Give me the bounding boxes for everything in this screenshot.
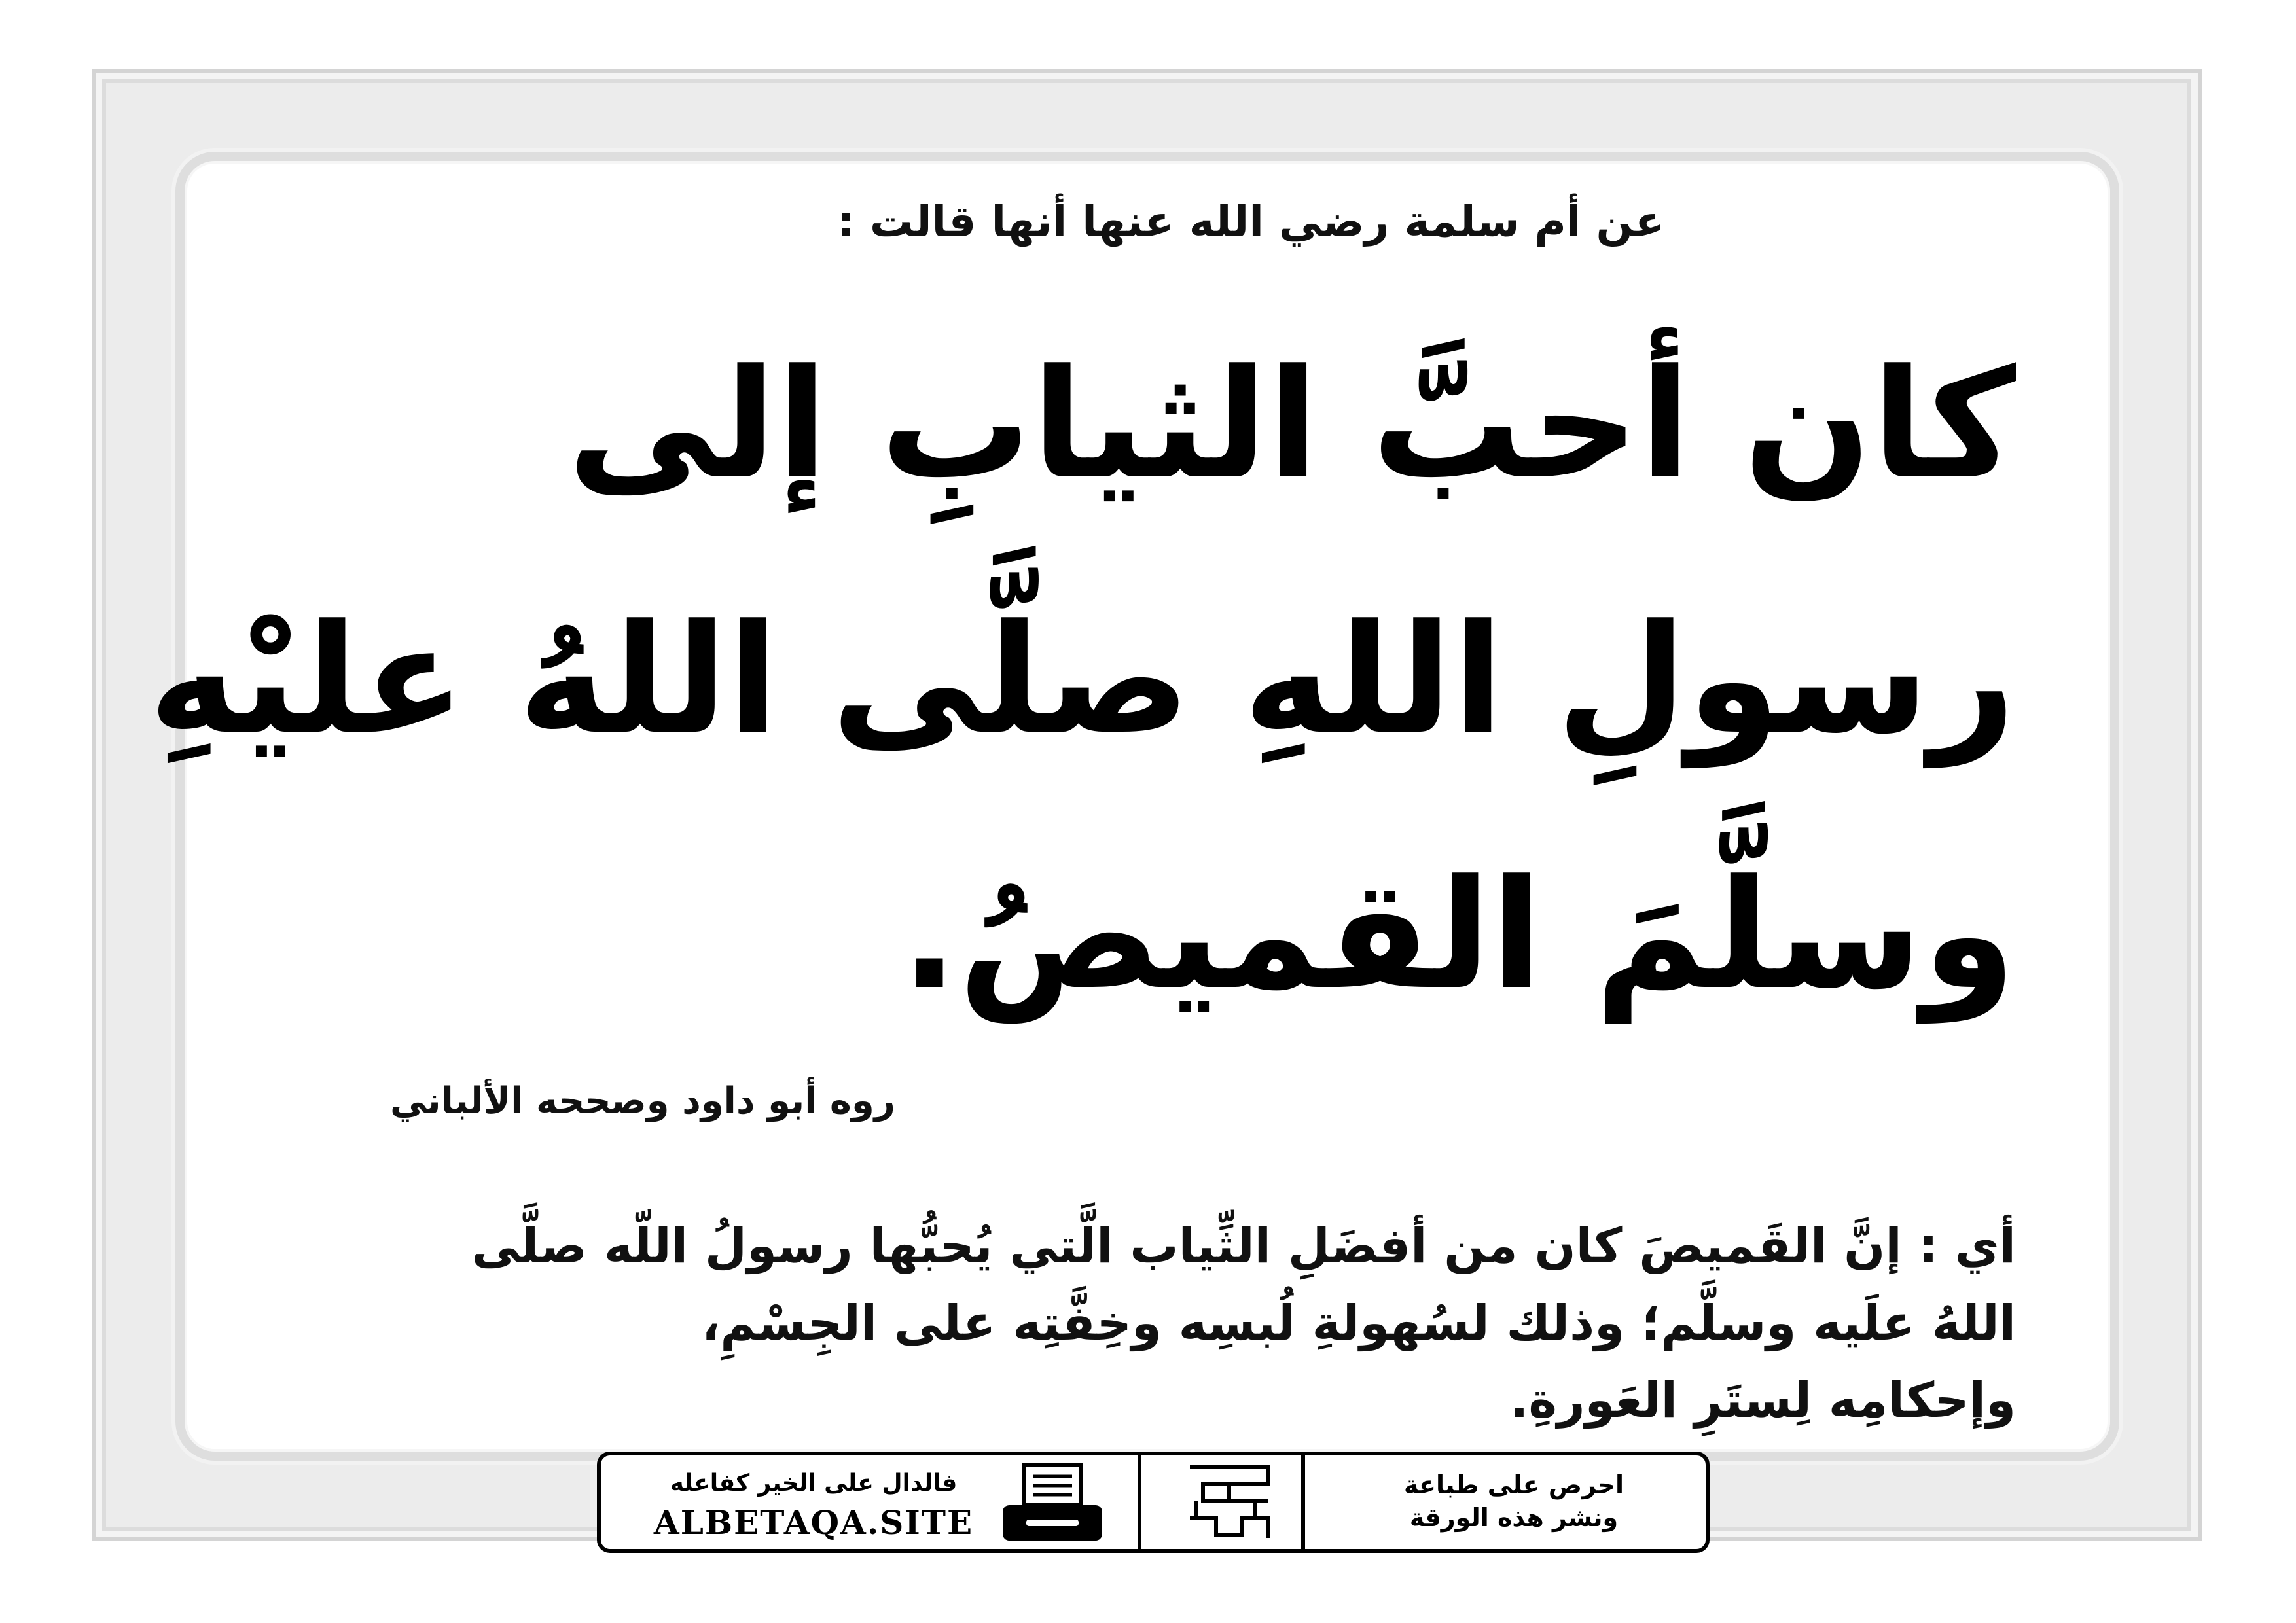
- hadith-text: [149, 298, 2016, 1063]
- hadith-line: وسلَّمَ القميصُ.: [901, 848, 2016, 1023]
- explanation-line: اللهُ علَيه وسلَّم؛ وذلك لسُهولةِ لُبسِه وخِفَّتِه على الجِسْمِ،: [702, 1295, 2016, 1351]
- footer-divider: [1301, 1455, 1305, 1549]
- footer-note-line: احرص على طباعة: [1403, 1471, 1624, 1499]
- website-link[interactable]: ALBETAQA.SITE: [653, 1503, 974, 1542]
- footer-motto: فالدال على الخير كفاعله: [670, 1470, 958, 1497]
- hadith-source: روه أبو داود وصححه الألباني: [390, 1080, 895, 1122]
- footer-bar: [597, 1452, 1710, 1553]
- explanation-text: [281, 1207, 2016, 1439]
- footer-divider: [1138, 1455, 1141, 1549]
- explanation-line: وإحكامِه لِستَرِ العَورةِ.: [1510, 1372, 2016, 1429]
- printer-icon: [994, 1455, 1111, 1549]
- footer-website-block: [601, 1455, 1026, 1549]
- footer-print-note: [1321, 1455, 1707, 1549]
- explanation-line: أي : إنَّ القَميصَ كان من أفضَلِ الثِّياب الَّتي يُحبُّها رسولُ اللّه صلَّى: [471, 1218, 2016, 1274]
- hadith-line: رسولِ اللهِ صلَّى اللهُ عليْهِ: [149, 593, 2016, 768]
- hadith-line: كان أحبَّ الثيابِ إلى: [567, 338, 2016, 512]
- footer-note-line: ونشر هذه الورقة: [1409, 1503, 1619, 1532]
- intro-line: عن أم سلمة رضي الله عنها أنها قالت :: [837, 196, 1664, 247]
- calligraphy-logo: [1177, 1455, 1282, 1549]
